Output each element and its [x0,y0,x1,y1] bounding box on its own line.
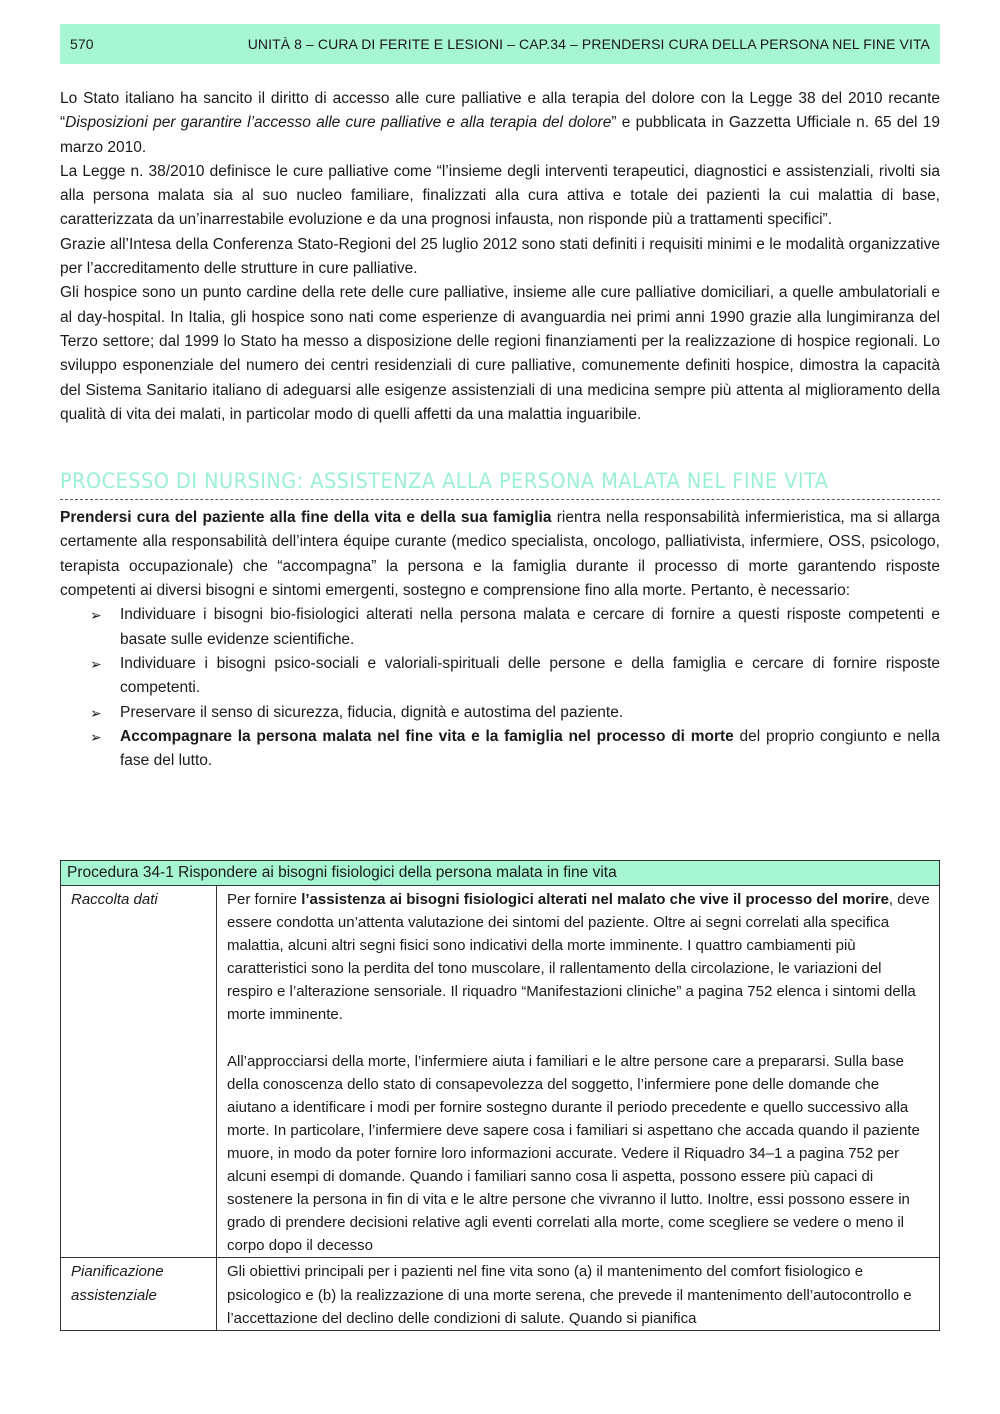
table-row [61,886,940,1258]
cell-text: Per fornire [227,891,302,908]
intro-paragraph-1 [60,87,940,160]
cell-paragraph: Gli obiettivi principali per i pazienti nel fine vita sono (a) il mantenimento del comfort fisiologico e psicologico e (b) la realizzazione di una morte serena, che prevede il mantenimento dell’autocontrollo e l’accettazione del declino delle condizioni di salute. Quando si pianifica [227,1263,912,1327]
running-header [60,24,940,64]
cell-spacer [227,1027,931,1050]
list-item-text: del proprio congiunto e nella fase del lutto. [120,727,940,770]
row-content-data-collection [217,886,940,1258]
row-label-care-planning: Pianificazione assistenziale [61,1258,217,1330]
intro-paragraph-3: Grazie all’Intesa della Conferenza Stato-Regioni del 25 luglio 2012 sono stati definiti i requisiti minimi e le modalità organizzative per l’accreditamento delle strutture in cure palliative. [60,235,940,278]
list-item-bold: Accompagnare la persona malata nel fine vita e la famiglia nel processo di morte [120,727,734,745]
intro-paragraph-2: La Legge n. 38/2010 definisce le cure palliative come “l’insieme degli interventi terapeutici, diagnostici e assistenziali, rivolti sia alla persona malata sia al suo nucleo familiare, finalizzati alla cura attiva e totale dei pazienti la cui malattia di base, caratterizzata da un’inarrestabile evoluzione e da una prognosi infausta, non risponde più a trattamenti specifici”. [60,162,940,229]
table-header-row [61,861,940,886]
arrow-bullet-icon: ➢ [90,655,102,672]
needs-list [60,603,940,773]
row-label-data-collection: Raccolta dati [61,886,217,1258]
procedure-table [60,860,940,1331]
intro-paragraph-4: Gli hospice sono un punto cardine della rete delle cure palliative, insieme alle cure palliative domiciliari, a quelle ambulatoriali e al day-hospital. In Italia, gli hospice sono nati come esperienze di avanguardia nei primi anni 1990 grazie alla lungimiranza del Terzo settore; dal 1999 lo Stato ha messo a disposizione delle regioni finanziamenti per la realizzazione di hospice regionali. Lo sviluppo esponenziale del numero dei centri residenziali di cure palliative, comunemente definiti hospice, dimostra la capacità del Sistema Sanitario italiano di adeguarsi alle esigenze assistenziali di una medicina sempre più attenta al miglioramento della qualità di vita dei malati, in particolar modo di quelli affetti da una malattia inguaribile. [60,284,940,423]
table-row [61,1258,940,1330]
list-item-text: Preservare il senso di sicurezza, fiducia, dignità e autostima del paziente. [120,703,624,721]
list-item [90,603,940,652]
list-item-text: Individuare i bisogni bio-fisiologici alterati nella persona malata e cercare di fornire a questi risposte competenti e basate sulle evidenze scientifiche. [120,606,940,648]
list-item-text: Individuare i bisogni psico-sociali e valoriali-spirituali delle persone e della famiglia e cercare di fornire risposte competenti. [120,654,940,697]
intro-p1-text-b: ” e pubblicata in Gazzetta Ufficiale n. 65 del 19 marzo 2010. [60,114,940,156]
cell-paragraph [227,888,931,1027]
running-title: UNITÀ 8 – CURA DI FERITE E LESIONI – CAP.34 – PRENDERSI CURA DELLA PERSONA NEL FINE VITA [247,36,930,52]
procedure-title: Procedura 34-1 Rispondere ai bisogni fisiologici della persona malata in fine vita [61,861,940,886]
intro-p1-text-a: Lo Stato italiano ha sancito il diritto di accesso alle cure palliative e alla terapia del dolore con la Legge 38 del 2010 recante “ [60,90,940,132]
section-lead-text: rientra nella responsabilità infermieristica, ma si allarga certamente alla responsabilità dell’intera équipe curante (medico specialista, oncologo, palliativista, infermiere, OSS, psicologo, terapista occupazionale) che “accompagna” la persona e la famiglia durante il processo di morte garantendo risposte competenti ai diversi bisogni e sintomi emergenti, sostegno e comprensione fino alla morte. Pertanto, è necessario: [60,509,940,600]
arrow-bullet-icon: ➢ [90,728,102,745]
main-content [60,87,940,773]
section-divider [60,499,940,500]
row-content-care-planning [217,1258,940,1330]
page-number: 570 [70,36,94,52]
arrow-bullet-icon: ➢ [90,704,102,721]
arrow-bullet-icon: ➢ [90,607,102,624]
section-lead-bold: Prendersi cura del paziente alla fine della vita e della sua famiglia [60,509,552,527]
list-item [90,652,940,701]
section-heading: PROCESSO DI NURSING: ASSISTENZA ALLA PERSONA MALATA NEL FINE VITA [60,469,829,494]
cell-bold-text: l’assistenza ai bisogni fisiologici alterati nel malato che vive il processo del morire [301,891,889,908]
section-lead-paragraph [60,506,940,603]
cell-paragraph: All’approcciarsi della morte, l’infermiere aiuta i familiari e le altre persone care a prepararsi. Sulla base della conoscenza dello stato di consapevolezza del soggetto, l’infermiere pone delle domande che aiutano a identificare i modi per fornire sostegno durante il periodo precedente e quello successivo alla morte. In particolare, l’infermiere deve sapere cosa i familiari si aspettano che accada quando il paziente muore, in modo da poter fornire loro informazioni accurate. Vedere il Riquadro 34–1 a pagina 752 per alcuni esempi di domande. Quando i familiari sanno cosa li aspetta, possono essere più capaci di sostenere la persona in fin di vita e le altre persone che vivranno il lutto. Inoltre, essi possono essere in grado di prendere decisioni relative agli eventi correlati alla morte, come scegliere se vedere o meno il corpo dopo il decesso [227,1052,920,1255]
law-title-italic: Disposizioni per garantire l’accesso alle cure palliative e alla terapia del dolore [65,114,612,132]
cell-text: , deve essere condotta un’attenta valutazione dei sintomi del paziente. Oltre ai segni correlati alla specifica malattia, alcuni altri segni fisici sono indicativi della morte imminente. I quattro cambiamenti più caratteristici sono la perdita del tono muscolare, il rallentamento della circolazione, le variazioni del respiro e l’alterazione sensoriale. Il riquadro “Manifestazioni cliniche” a pagina 752 elenca i sintomi della morte imminente. [227,891,930,1024]
list-item [90,725,940,774]
list-item [90,701,940,725]
